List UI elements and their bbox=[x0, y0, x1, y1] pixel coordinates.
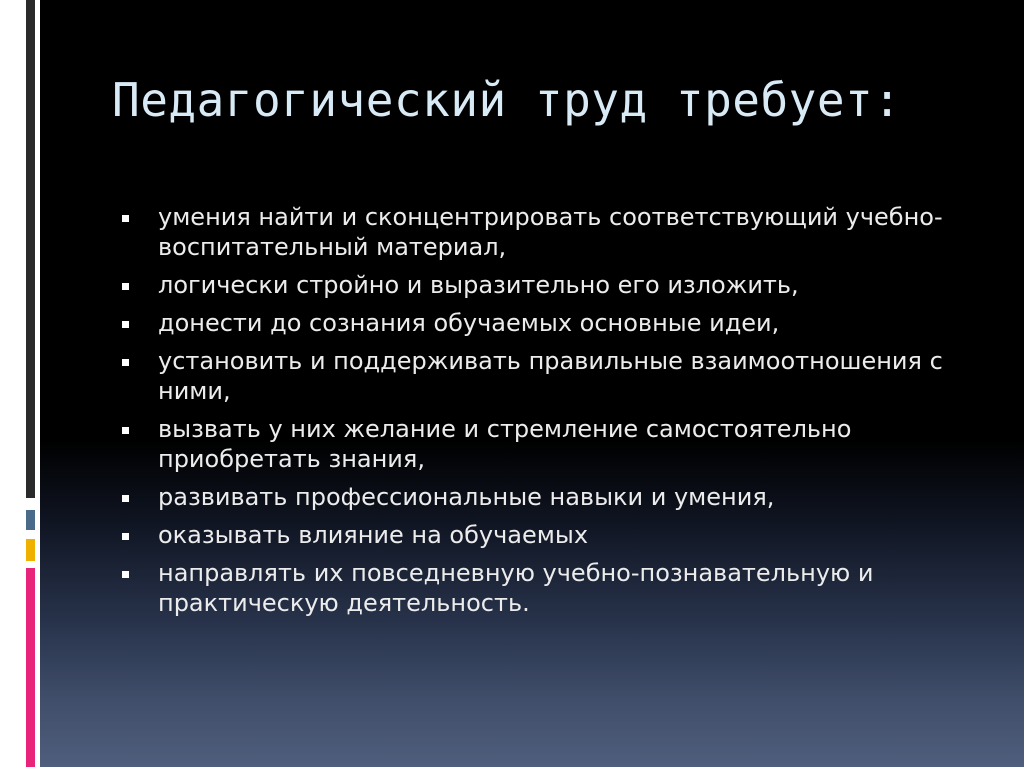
bullet-text: вызвать у них желание и стремление самостоятельно приобретать знания, bbox=[158, 415, 852, 473]
bullet-square-icon bbox=[122, 571, 129, 578]
bullet-item bbox=[118, 520, 978, 550]
bullet-item bbox=[118, 308, 978, 338]
bullet-square-icon bbox=[122, 215, 129, 222]
bullet-square-icon bbox=[122, 427, 129, 434]
bullet-item bbox=[118, 414, 978, 474]
side-accent-bars bbox=[0, 0, 40, 767]
bullet-text: оказывать влияние на обучаемых bbox=[158, 521, 589, 549]
bullet-item bbox=[118, 558, 978, 618]
bullet-square-icon bbox=[122, 321, 129, 328]
accent-bar-yellow bbox=[26, 539, 35, 561]
bullet-item bbox=[118, 202, 978, 262]
bullet-text: умения найти и сконцентрировать соответствующий учебно-воспитательный материал, bbox=[158, 203, 943, 261]
bullet-item bbox=[118, 346, 978, 406]
accent-bar-blue bbox=[26, 510, 35, 530]
bullet-item bbox=[118, 270, 978, 300]
bullet-square-icon bbox=[122, 283, 129, 290]
bullet-text: направлять их повседневную учебно-познавательную и практическую деятельность. bbox=[158, 559, 874, 617]
bullet-list bbox=[118, 202, 978, 626]
bullet-text: донести до сознания обучаемых основные идеи, bbox=[158, 309, 780, 337]
bullet-square-icon bbox=[122, 533, 129, 540]
bullet-square-icon bbox=[122, 495, 129, 502]
accent-bar-pink bbox=[26, 568, 35, 767]
accent-bar-dark bbox=[26, 0, 35, 498]
bullet-text: логически стройно и выразительно его изложить, bbox=[158, 271, 799, 299]
bullet-item bbox=[118, 482, 978, 512]
bullet-text: развивать профессиональные навыки и умения, bbox=[158, 483, 775, 511]
slide-title: Педагогический труд требует: bbox=[112, 73, 902, 127]
bullet-text: установить и поддерживать правильные взаимоотношения с ними, bbox=[158, 347, 943, 405]
bullet-square-icon bbox=[122, 359, 129, 366]
